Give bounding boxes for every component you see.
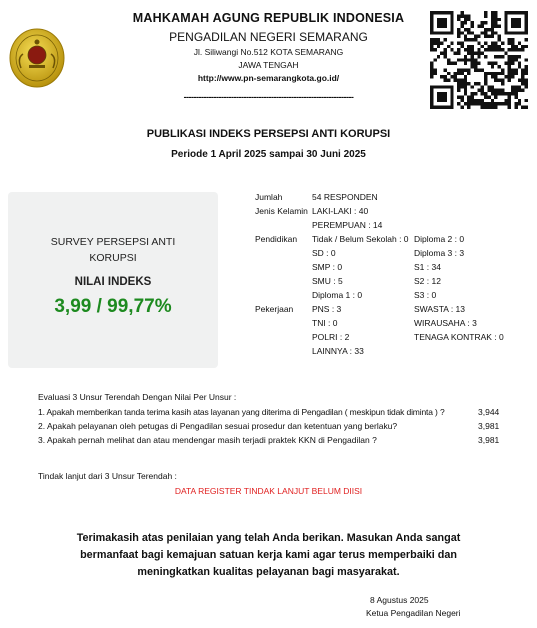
- signature-title: Ketua Pengadilan Negeri: [366, 608, 461, 618]
- index-value: 3,99 / 99,77%: [54, 296, 172, 317]
- report-period: Periode 1 April 2025 sampai 30 Juni 2025: [171, 149, 366, 160]
- evaluation-item-1: 1. Apakah memberikan tanda terima kasih atas layanan yang diterima di Pengadilan ( meskipun tidak diminta ) ?: [38, 407, 445, 417]
- edu-diploma2: Diploma 2 : 0: [414, 234, 465, 244]
- job-polri: POLRI : 2: [312, 332, 350, 342]
- survey-label-line2: KORUPSI: [89, 252, 137, 264]
- closing-line-2: bermanfaat bagi kemajuan satuan kerja kami agar terus memperbaiki dan: [80, 549, 457, 561]
- edu-none: Tidak / Belum Sekolah : 0: [312, 234, 409, 244]
- closing-message: [40, 530, 497, 581]
- office-region: JAWA TENGAH: [238, 60, 299, 70]
- edu-smp: SMP : 0: [312, 262, 343, 272]
- edu-s3: S3 : 0: [414, 290, 437, 300]
- education-label: Pendidikan: [255, 234, 298, 244]
- evaluation-heading: Evaluasi 3 Unsur Terendah Dengan Nilai Per Unsur :: [38, 392, 237, 402]
- report-title: PUBLIKASI INDEKS PERSEPSI ANTI KORUPSI: [146, 128, 391, 140]
- edu-sd: SD : 0: [312, 248, 336, 258]
- gender-female: PEREMPUAN : 14: [312, 220, 383, 230]
- count-value: 54 RESPONDEN: [312, 192, 378, 202]
- closing-line-1: Terimakasih atas penilaian yang telah Anda berikan. Masukan Anda sangat: [76, 532, 461, 544]
- edu-s2: S2 : 12: [414, 276, 441, 286]
- office-name: PENGADILAN NEGERI SEMARANG: [169, 30, 368, 44]
- evaluation-item-3: 3. Apakah pernah melihat dan atau mendengar masih terjadi praktek KKN di Pengadilan ?: [38, 435, 377, 445]
- office-website[interactable]: http://www.pn-semarangkota.go.id/: [197, 73, 340, 83]
- job-label: Pekerjaan: [255, 304, 294, 314]
- evaluation-value-3: 3,981: [478, 435, 500, 445]
- gender-male: LAKI-LAKI : 40: [312, 206, 369, 216]
- survey-label: [8, 234, 218, 266]
- gender-label: Jenis Kelamin: [255, 206, 308, 216]
- edu-diploma3: Diploma 3 : 3: [414, 248, 465, 258]
- institution-name: MAHKAMAH AGUNG REPUBLIK INDONESIA: [132, 11, 405, 25]
- survey-label-line1: SURVEY PERSEPSI ANTI: [50, 236, 176, 248]
- header-divider: --------------------------------------------------------------------: [183, 92, 354, 102]
- evaluation-value-1: 3,944: [478, 407, 500, 417]
- count-label: Jumlah: [255, 192, 283, 202]
- index-label: NILAI INDEKS: [74, 276, 152, 288]
- signature-date: 8 Agustus 2025: [370, 595, 429, 605]
- evaluation-value-2: 3,981: [478, 421, 500, 431]
- job-private: SWASTA : 13: [414, 304, 466, 314]
- office-address: Jl. Siliwangi No.512 KOTA SEMARANG: [193, 47, 344, 57]
- edu-smu: SMU : 5: [312, 276, 343, 286]
- edu-s1: S1 : 34: [414, 262, 441, 272]
- qr-code-icon: [430, 11, 528, 109]
- job-other: LAINNYA : 33: [312, 346, 364, 356]
- followup-status: DATA REGISTER TINDAK LANJUT BELUM DIISI: [174, 486, 363, 496]
- closing-line-3: meningkatkan kualitas pelayanan bagi masyarakat.: [137, 566, 400, 578]
- edu-diploma1: Diploma 1 : 0: [312, 290, 363, 300]
- job-tni: TNI : 0: [312, 318, 338, 328]
- job-pns: PNS : 3: [312, 304, 342, 314]
- evaluation-item-2: 2. Apakah pelayanan oleh petugas di Pengadilan sesuai prosedur dan ketentuan yang berlaku?: [38, 421, 398, 431]
- job-contract: TENAGA KONTRAK : 0: [414, 332, 504, 342]
- followup-heading: Tindak lanjut dari 3 Unsur Terendah :: [38, 471, 177, 481]
- job-entrepreneur: WIRAUSAHA : 3: [414, 318, 477, 328]
